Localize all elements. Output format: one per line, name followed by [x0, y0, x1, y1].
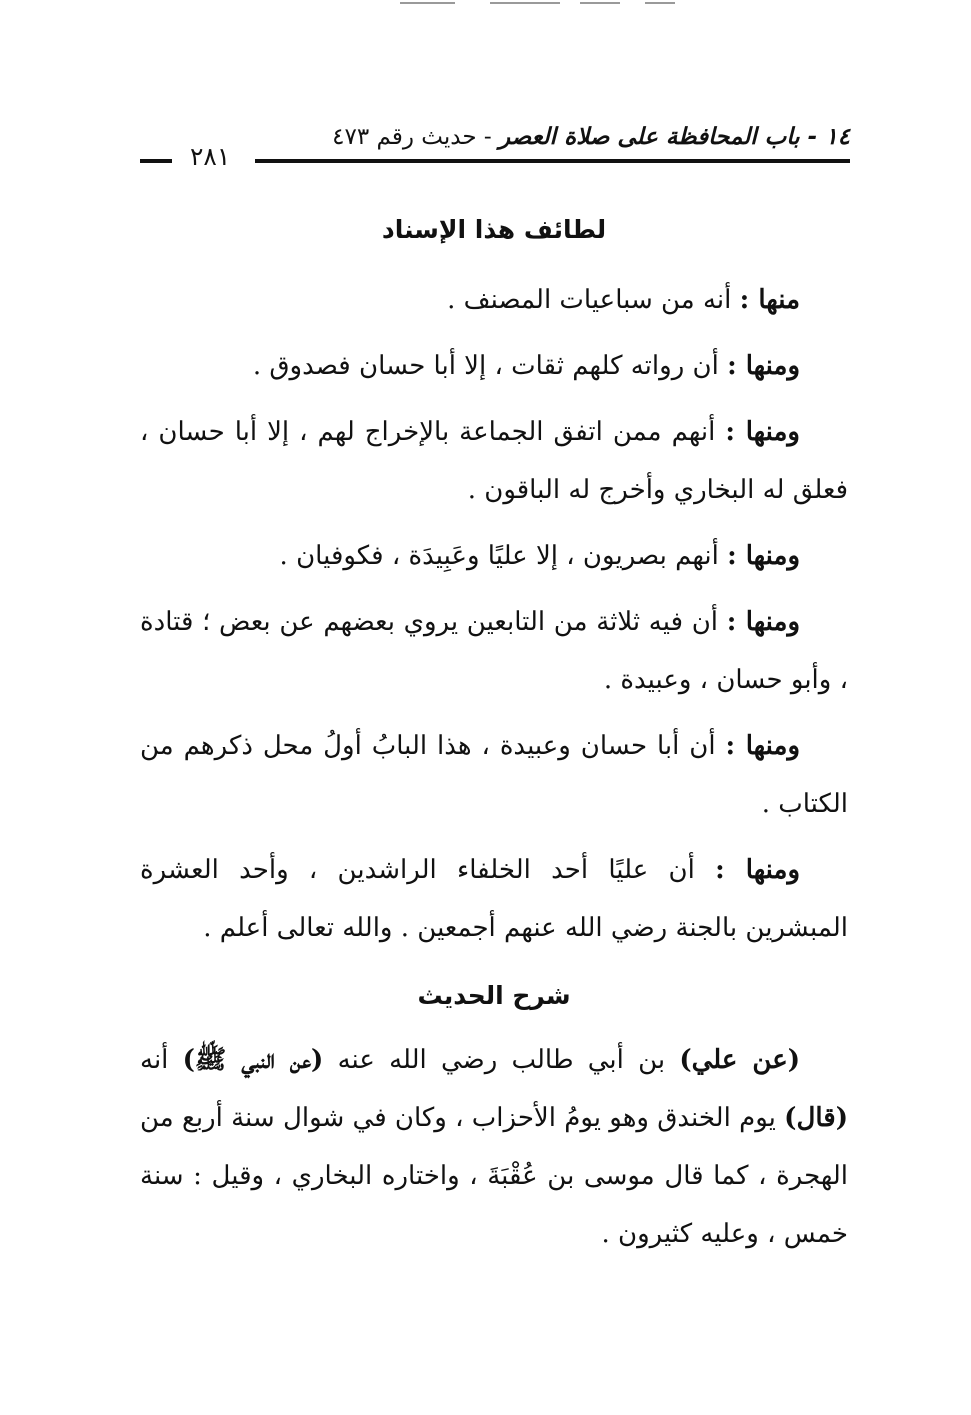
chapter-title: ١٤ - باب المحافظة على صلاة العصر	[498, 124, 850, 150]
header-rule	[255, 159, 850, 163]
running-title	[332, 124, 850, 150]
item-text: أنه من سباعيات المصنف .	[447, 285, 732, 315]
section-heading-isnad: لطائف هذا الإسناد	[381, 215, 607, 244]
page-header	[140, 118, 850, 170]
item-text: أن رواته كلهم ثقات ، إلا أبا حسان فصدوق .	[252, 351, 719, 381]
item-label: ومنها :	[715, 855, 801, 885]
list-item	[140, 717, 848, 833]
commentary-text-3: يوم الخندق وهو يومُ الأحزاب ، وكان في شوال سنة أربع من الهجرة ، كما قال موسى بن عُقْبَةَ ، واختاره البخاري ، وقيل : سنة خمس ، وعليه كثيرون .	[140, 1103, 848, 1249]
item-label: ومنها :	[725, 417, 800, 447]
quote-prophet: (عن النبي ﷺ)	[182, 1045, 324, 1075]
page-number-dash	[140, 159, 172, 163]
section-heading-sharh: شرح الحديث	[417, 981, 571, 1010]
commentary-text-2: أنه	[140, 1045, 169, 1075]
list-item	[140, 337, 848, 395]
list-item	[140, 527, 848, 585]
list-item	[140, 403, 848, 519]
item-text: أن أبا حسان وعبيدة ، هذا البابُ أولُ محل ذكرهم من الكتاب .	[140, 731, 848, 819]
item-label: ومنها :	[725, 731, 800, 761]
item-text: أن فيه ثلاثة من التابعين يروي بعضهم عن بعض ؛ قتادة ، وأبو حسان ، وعبيدة .	[140, 607, 848, 695]
item-label: ومنها :	[727, 541, 800, 571]
page-number: ٢٨١	[190, 142, 231, 171]
page-body	[140, 205, 848, 1263]
item-label: منها :	[739, 285, 800, 315]
scan-artifact-marks	[380, 0, 700, 6]
quote-ali: (عن علي)	[679, 1045, 801, 1075]
item-label: ومنها :	[726, 607, 801, 637]
item-text: أنهم بصريون ، إلا عليًا وعَبِيدَة ، فكوفيان .	[279, 541, 719, 571]
hadith-reference: - حديث رقم ٤٧٣	[332, 124, 492, 150]
item-label: ومنها :	[727, 351, 800, 381]
commentary-text-1: بن أبي طالب رضي الله عنه	[337, 1045, 666, 1075]
list-item	[140, 271, 848, 329]
list-item	[140, 593, 848, 709]
list-item	[140, 841, 848, 957]
commentary-paragraph	[140, 1031, 848, 1263]
item-text: أن عليًا أحد الخلفاء الراشدين ، وأحد العشرة المبشرين بالجنة رضي الله عنهم أجمعين . والله تعالى أعلم .	[140, 855, 848, 943]
quote-qal: (قال)	[784, 1103, 849, 1133]
item-text: أنهم ممن اتفق الجماعة بالإخراج لهم ، إلا أبا حسان ، فعلق له البخاري وأخرج له الباقون .	[140, 417, 848, 505]
